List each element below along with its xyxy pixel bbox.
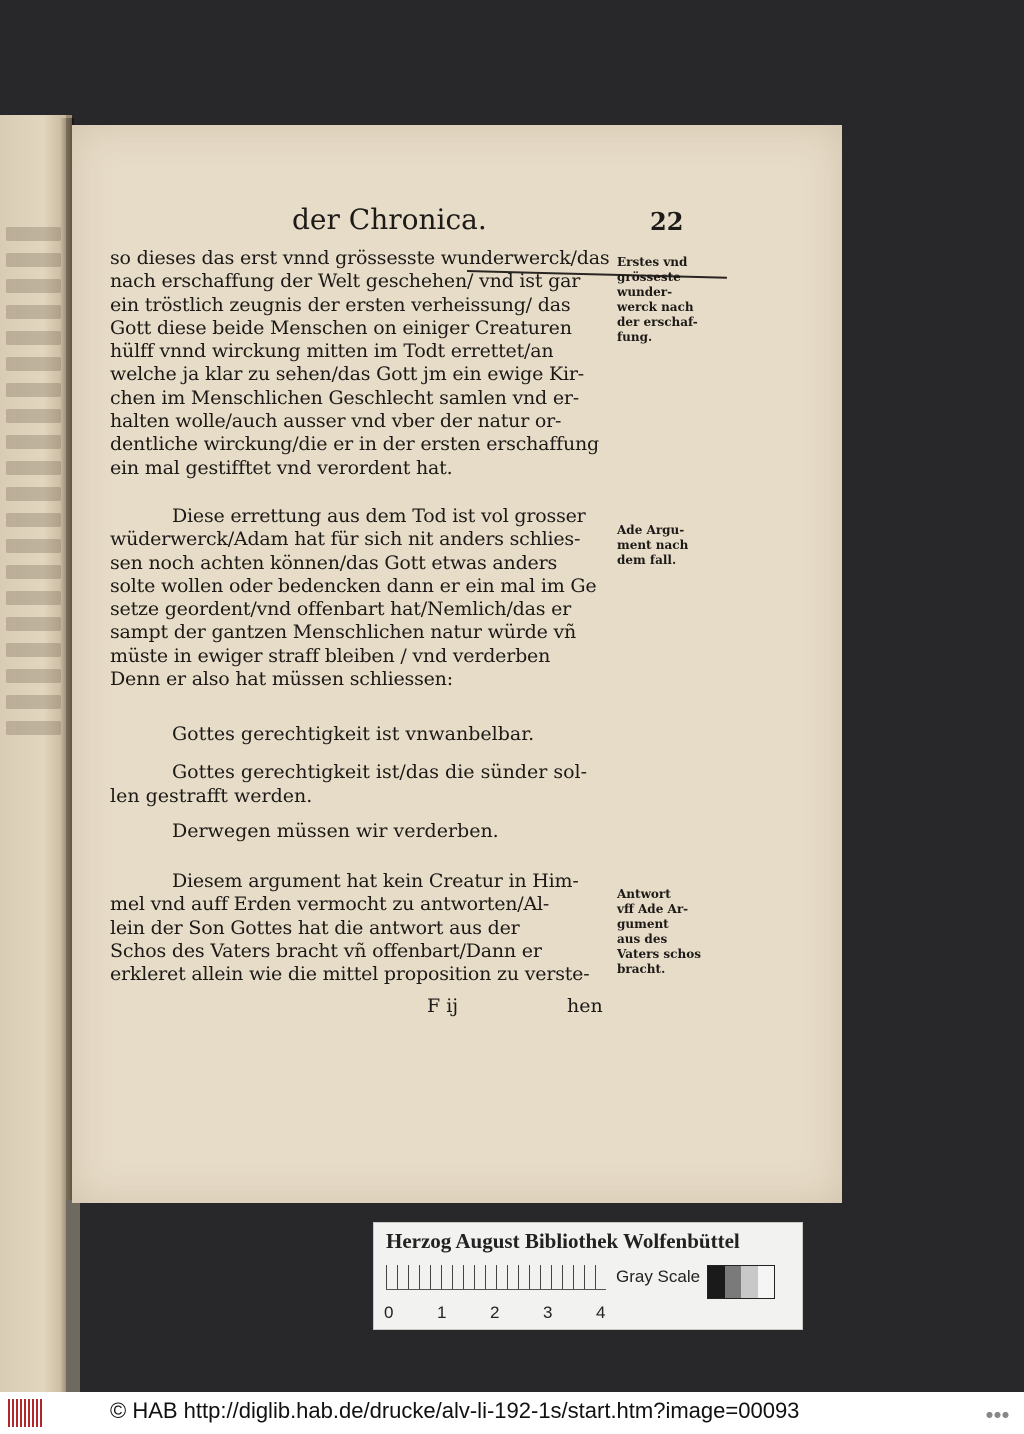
- text-line: setze geordent/vnd offenbart hat/Nemlich/das er: [110, 598, 572, 621]
- gray-scale-swatches: [707, 1265, 775, 1299]
- swatch: [741, 1266, 758, 1298]
- margin-note-2: Ade Argu- ment nach dem fall.: [617, 523, 689, 567]
- gray-scale-label: Gray Scale: [616, 1267, 701, 1286]
- catchword: hen: [567, 995, 603, 1017]
- text-line: welche ja klar zu sehen/das Gott jm ein ewige Kir-: [110, 363, 584, 386]
- syllogism-minor: Gottes gerechtigkeit ist/das die sünder sol-: [172, 761, 588, 783]
- text-line: sen noch achten können/das Gott etwas anders: [110, 551, 558, 574]
- text-line: wüderwerck/Adam hat für sich nit anders schlies-: [110, 528, 581, 551]
- text-line: Schos des Vaters bracht vñ offenbart/Dann er: [110, 939, 542, 962]
- ruler: [386, 1265, 606, 1299]
- facing-page-text: [6, 215, 61, 747]
- text-line: Diese errettung aus dem Tod ist vol grosser: [172, 505, 586, 527]
- scale-card: [373, 1222, 803, 1330]
- margin-note-3: Antwort vff Ade Ar- gument aus des Vaters schos bracht.: [617, 887, 701, 976]
- swatch: [758, 1266, 775, 1298]
- text-line: sampt der gantzen Menschlichen natur würde vñ: [110, 621, 577, 644]
- paragraph-3: [110, 870, 615, 986]
- text-line: Gott diese beide Menschen on einiger Creaturen: [110, 316, 572, 339]
- text-line: dentliche wirckung/die er in der ersten erschaffung: [110, 433, 599, 456]
- syllogism-minor-cont: len gestrafft werden.: [110, 785, 313, 807]
- paragraph-2: [110, 505, 615, 691]
- text-line: nach erschaffung der Welt geschehen/ vnd ist gar: [110, 270, 581, 293]
- ruler-number: 3: [543, 1303, 553, 1322]
- swatch: [725, 1266, 742, 1298]
- text-line: solte wollen oder bedencken dann er ein mal im Ge: [110, 574, 597, 597]
- signature-mark: F ij: [427, 995, 459, 1017]
- text-line: mel vnd auff Erden vermocht zu antworten/Al-: [110, 893, 550, 916]
- swatch: [708, 1266, 725, 1298]
- paragraph-1: [110, 247, 615, 480]
- running-head: der Chronica.: [292, 203, 487, 236]
- text-line: müste in ewiger straff bleiben / vnd verderben: [110, 644, 551, 667]
- ruler-ticks: [386, 1265, 606, 1290]
- hab-logo-icon: [8, 1399, 42, 1427]
- library-title: Herzog August Bibliothek Wolfenbüttel: [386, 1229, 740, 1253]
- text-line: ein mal gestifftet vnd verordent hat.: [110, 456, 453, 479]
- text-line: Diesem argument hat kein Creatur in Him-: [172, 870, 579, 892]
- text-line: ein tröstlich zeugnis der ersten verheissung/ das: [110, 293, 571, 316]
- text-line: hülff vnnd wirckung mitten im Todt errettet/an: [110, 340, 554, 363]
- margin-note-1: Erstes vnd grösseste wunder- werck nach der erschaf- fung.: [617, 255, 698, 344]
- ruler-number: 4: [596, 1303, 606, 1322]
- text-line: lein der Son Gottes hat die antwort aus der: [110, 916, 520, 939]
- book-page: [72, 125, 842, 1203]
- binding-strip: [66, 1200, 80, 1400]
- page-number: 22: [650, 207, 684, 236]
- text-line: Denn er also hat müssen schliessen:: [110, 668, 453, 691]
- syllogism-conclusion: Derwegen müssen wir verderben.: [172, 820, 499, 842]
- ruler-number: 1: [437, 1303, 447, 1322]
- ruler-number: 2: [490, 1303, 500, 1322]
- text-line: so dieses das erst vnnd grössesste wunderwerck/das: [110, 247, 610, 269]
- ruler-number: 0: [384, 1303, 394, 1322]
- menu-dots-icon[interactable]: ●●●: [986, 1410, 1010, 1419]
- text-line: erkleret allein wie die mittel proposition zu verste-: [110, 963, 590, 986]
- text-line: halten wolle/auch ausser vnd vber der natur or-: [110, 410, 562, 433]
- text-line: chen im Menschlichen Geschlecht samlen vnd er-: [110, 386, 579, 409]
- syllogism-major: Gottes gerechtigkeit ist vnwanbelbar.: [172, 723, 535, 745]
- footer-bar: [0, 1392, 1024, 1434]
- footer-url[interactable]: © HAB http://diglib.hab.de/drucke/alv-li-192-1s/start.htm?image=00093: [110, 1398, 800, 1423]
